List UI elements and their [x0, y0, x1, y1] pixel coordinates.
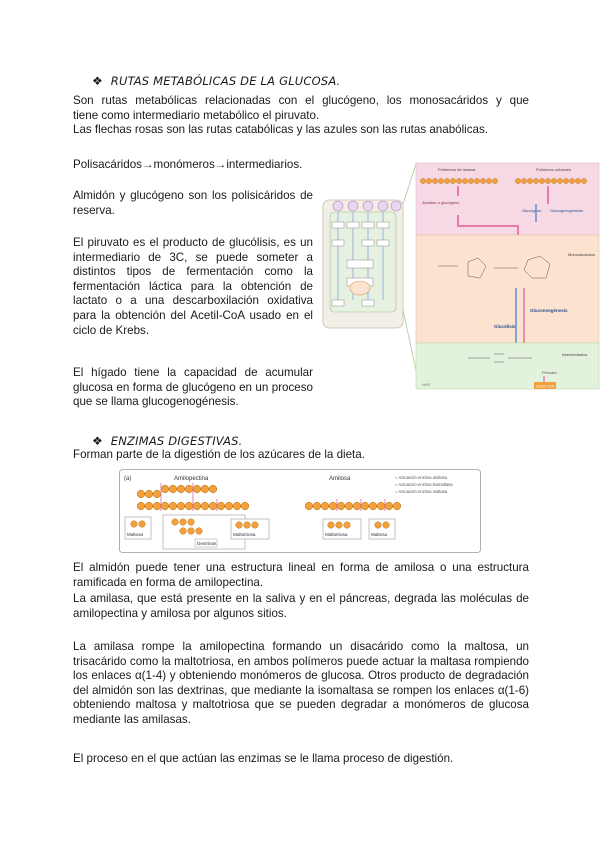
fig-glycogen-label: Glucógeno — [522, 208, 542, 213]
fig-source-label: NHS — [422, 383, 431, 387]
paragraph-digestion: El proceso en el que actúan las enzimas se le llama proceso de digestión. — [73, 752, 454, 765]
svg-text:Maltotriosa: Maltotriosa — [233, 532, 256, 537]
panel-label: (a) — [124, 476, 132, 482]
fig-pyruvate-label: Piruvato — [542, 370, 557, 375]
pyruvate-panel — [416, 343, 599, 389]
fig-reserve-label: Almidón o glucógeno — [422, 200, 460, 205]
paragraph-almidon-estructura: El almidón puede tener una estructura lineal en forma de amilosa o una estructura ramificada en forma de amilopectina. — [73, 561, 529, 589]
fig-gluconeo-label: Gluconeogénesis — [530, 308, 568, 313]
product-maltose — [125, 517, 151, 539]
intro-line-1: Son rutas metabólicas relacionadas con el glucógeno, los monosacáridos y que — [73, 94, 529, 107]
svg-text:Dextrinas: Dextrinas — [197, 541, 217, 546]
paragraph-amilopectina: La amilasa rompe la amilopectina formando un disacárido como la maltosa, un trisacárido como la maltotriosa, en ambos polímeros puede actuar la maltasa rompiendo los enlaces α(1-4) y obteniendo monómeros de glucosa. Otros producto de degradación del almidón son las dextrinas, que mediante la isomaltasa se rompen los enlaces α(1-6) obteniendo maltosa y maltotriosa que se pueden degradar a monómeros de glucosa mediante las amilasas. — [73, 640, 529, 726]
product-maltotriose-left — [231, 519, 269, 539]
legend-maltase: = Actuación enzima maltasa — [395, 489, 448, 494]
paragraph-almidon: Almidón y glucógeno son los polisicáridos de reserva. — [73, 189, 313, 217]
paragraph-polisacaridos: Polisacáridos→monómeros→intermediarios. — [73, 158, 303, 171]
fig-glycolysis-label: Glucólisis — [494, 324, 516, 329]
paragraph-amilasa: La amilasa, que está presente en la saliva y en el páncreas, degrada las moléculas de amilopectina y amilosa por algunos sitios. — [73, 592, 529, 620]
catabolic-panel — [416, 163, 599, 235]
section-title: RUTAS METABÓLICAS DE LA GLUCOSA. — [110, 74, 341, 88]
fig-top-right-label: Polímeros celulares — [536, 167, 572, 172]
metabolic-pathway-figure — [318, 160, 600, 392]
legend — [395, 475, 453, 494]
legend-isomaltase: = Actuación enzima isomaltasa — [395, 482, 453, 487]
intro-paragraph — [73, 94, 529, 138]
svg-text:Maltosa: Maltosa — [127, 532, 144, 537]
fig-acetyl-label: Acetil-CoA — [536, 384, 554, 389]
paragraph-piruvato: El piruvato es el producto de glucólisis, es un intermediario de 3C, se puede someter a distintos tipos de fermentación como la fermentación láctica para la obtención de lactato o a una descarboxilación oxidativa para la obtención del Acetil-CoA usado en el ciclo de Krebs. — [73, 236, 313, 337]
fig-inter-label: Intermediarios — [562, 352, 588, 357]
fig-glycogen2-label: Glucogenogénesis — [550, 208, 584, 213]
enzimas-intro: Forman parte de la digestión de los azúcares de la dieta. — [73, 448, 365, 461]
amylase-figure — [119, 469, 481, 553]
fig-mono-label: Monosacáridos — [568, 252, 596, 257]
bullet-diamond-icon: ❖ — [92, 74, 103, 88]
intro-line-2: tiene como intermediario metabólico el piruvato. — [73, 108, 320, 122]
amylose-label: Amilosa — [329, 476, 351, 482]
section-heading-rutas — [92, 72, 341, 90]
svg-text:Maltotriosa: Maltotriosa — [325, 532, 348, 537]
section-title: ENZIMAS DIGESTIVAS. — [110, 434, 243, 448]
intro-line-3: Las flechas rosas son las rutas catabólicas y las azules son las rutas anabólicas. — [73, 123, 489, 137]
bullet-diamond-icon: ❖ — [92, 434, 103, 448]
fig-top-left-label: Polímeros de lactosa — [438, 167, 476, 172]
paragraph-higado: El hígado tiene la capacidad de acumular glucosa en forma de glucógeno en un proceso que se llama glucogenogénesis. — [73, 366, 313, 409]
product-maltose-right — [369, 519, 395, 539]
legend-amylase: = Actuación enzima amilasa — [395, 475, 448, 480]
cell-diagram — [323, 200, 403, 328]
product-maltotriose-right — [323, 519, 361, 539]
amylopectin-label: Amilopectina — [174, 476, 209, 482]
svg-text:Maltosa: Maltosa — [371, 532, 388, 537]
